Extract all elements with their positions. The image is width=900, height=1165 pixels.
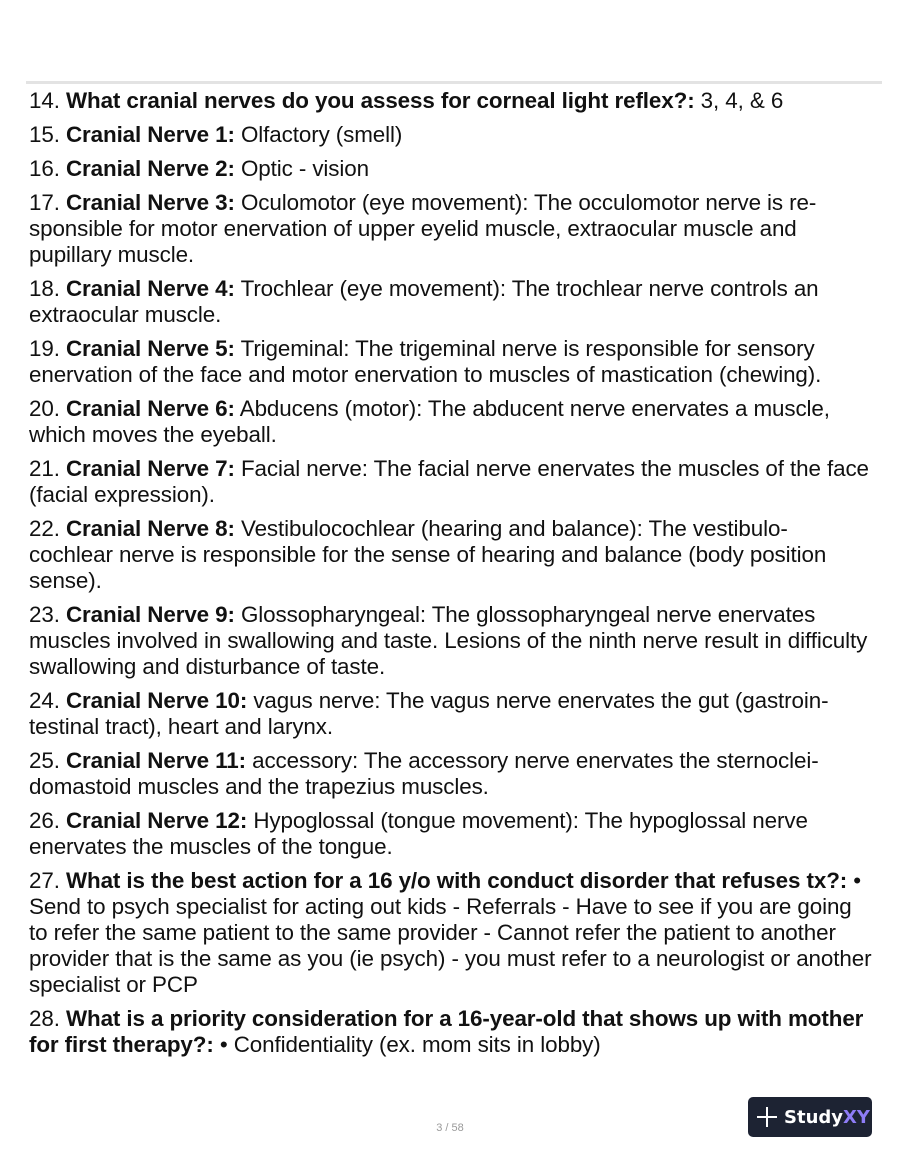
- item-question: Cranial Nerve 1:: [65, 122, 235, 147]
- item-answer: • Confidentiality (ex. mom sits in lobby): [213, 1032, 601, 1057]
- item-answer: Trigeminal: The trigeminal nerve is responsible for sensory enervation of the face and motor enervation to muscles of mastication (chewing).: [29, 336, 822, 387]
- item-answer: Facial nerve: The facial nerve enervates the muscles of the face (facial expression).: [29, 456, 869, 507]
- list-item: [29, 516, 874, 594]
- list-item: [29, 868, 874, 998]
- list-item: [29, 276, 874, 328]
- item-question: Cranial Nerve 12:: [65, 808, 248, 833]
- list-item: [29, 456, 874, 508]
- list-item: [29, 336, 874, 388]
- qa-list: [29, 88, 874, 1066]
- item-number: 17.: [29, 190, 60, 215]
- item-number: 14.: [29, 88, 60, 113]
- item-question: What is a priority consideration for a 16-year-old that shows up with mother for first therapy?:: [29, 1006, 864, 1057]
- plus-icon: [756, 1106, 778, 1128]
- item-number: 27.: [29, 868, 60, 893]
- item-number: 15.: [29, 122, 60, 147]
- item-number: 19.: [29, 336, 60, 361]
- list-item: [29, 602, 874, 680]
- header-divider: [26, 81, 882, 84]
- item-answer: Olfactory (smell): [234, 122, 403, 147]
- item-number: 22.: [29, 516, 60, 541]
- item-question: Cranial Nerve 6:: [65, 396, 235, 421]
- item-question: What cranial nerves do you assess for corneal light reflex?:: [65, 88, 695, 113]
- item-number: 23.: [29, 602, 60, 627]
- item-question: Cranial Nerve 7:: [65, 456, 235, 481]
- item-number: 25.: [29, 748, 60, 773]
- item-question: Cranial Nerve 5:: [65, 336, 235, 361]
- item-question: Cranial Nerve 10:: [65, 688, 248, 713]
- list-item: [29, 808, 874, 860]
- item-answer: • Send to psych specialist for acting out kids - Referrals - Have to see if you are going to refer the same patient to the same provider - Cannot refer the patient to another provider that is the same as you (ie psych) - you must refer to a neurologist or another specialist or PCP: [29, 868, 872, 997]
- item-answer: Glossopharyngeal: The glossopharyngeal nerve enervates muscles involved in swallowing and taste. Lesions of the ninth nerve result in difficulty swallowing and disturbance of taste.: [29, 602, 868, 679]
- studyxy-logo[interactable]: [748, 1097, 872, 1137]
- page-number: 3 / 58: [436, 1122, 464, 1134]
- item-number: 21.: [29, 456, 60, 481]
- list-item: [29, 88, 874, 114]
- item-number: 18.: [29, 276, 60, 301]
- item-number: 26.: [29, 808, 60, 833]
- item-answer: Vestibulocochlear (hearing and balance): The vestibulo- cochlear nerve is responsible for the sense of hearing and balance (body position sense).: [29, 516, 827, 593]
- item-answer: Optic - vision: [234, 156, 369, 181]
- logo-text-study: Study: [784, 1106, 844, 1128]
- item-number: 28.: [29, 1006, 60, 1031]
- item-question: Cranial Nerve 4:: [65, 276, 235, 301]
- item-answer: Trochlear (eye movement): The trochlear nerve controls an extraocular muscle.: [29, 276, 819, 327]
- item-answer: Oculomotor (eye movement): The occulomotor nerve is re- sponsible for motor enervation of upper eyelid muscle, extraocular muscle and pupillary muscle.: [29, 190, 817, 267]
- list-item: [29, 396, 874, 448]
- logo-text-xy: XY: [843, 1106, 870, 1128]
- item-number: 24.: [29, 688, 60, 713]
- item-question: Cranial Nerve 11:: [65, 748, 246, 773]
- item-question: Cranial Nerve 9:: [65, 602, 235, 627]
- item-question: Cranial Nerve 3:: [65, 190, 235, 215]
- item-answer: accessory: The accessory nerve enervates the sternoclei- domastoid muscles and the trapezius muscles.: [29, 748, 819, 799]
- item-question: Cranial Nerve 2:: [65, 156, 235, 181]
- item-answer: 3, 4, & 6: [694, 88, 784, 113]
- list-item: [29, 190, 874, 268]
- list-item: [29, 748, 874, 800]
- item-answer: Hypoglossal (tongue movement): The hypoglossal nerve enervates the muscles of the tongue.: [29, 808, 808, 859]
- item-number: 20.: [29, 396, 60, 421]
- item-question: What is the best action for a 16 y/o with conduct disorder that refuses tx?:: [65, 868, 848, 893]
- list-item: [29, 1006, 874, 1058]
- item-answer: Abducens (motor): The abducent nerve enervates a muscle, which moves the eyeball.: [29, 396, 830, 447]
- item-number: 16.: [29, 156, 60, 181]
- list-item: [29, 688, 874, 740]
- list-item: [29, 156, 874, 182]
- list-item: [29, 122, 874, 148]
- item-answer: vagus nerve: The vagus nerve enervates the gut (gastroin- testinal tract), heart and larynx.: [29, 688, 829, 739]
- item-question: Cranial Nerve 8:: [65, 516, 235, 541]
